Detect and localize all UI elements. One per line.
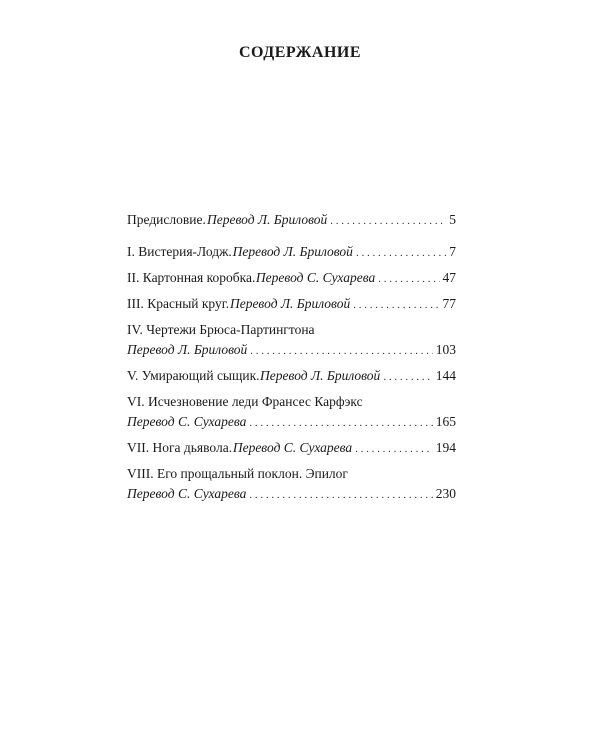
toc-entry-translator: Перевод С. Сухарева — [127, 486, 247, 501]
toc-entry-translator: Перевод Л. Бриловой — [206, 212, 328, 227]
dot-leader — [250, 341, 432, 361]
dot-leader — [356, 243, 446, 263]
toc-entry-title: II. Картонная коробка. — [127, 270, 256, 285]
toc-line — [127, 484, 456, 504]
toc-entry-7[interactable] — [127, 438, 456, 458]
toc-line — [127, 268, 456, 288]
toc-entry-page: 144 — [435, 368, 456, 383]
toc-entry-page: 7 — [449, 244, 456, 259]
toc-entry-5[interactable] — [127, 366, 456, 386]
toc-entry-title: VI. Исчезновение леди Франсес Карфэкс — [127, 394, 363, 409]
toc-line — [127, 366, 456, 386]
toc-line — [127, 438, 456, 458]
toc-line — [127, 242, 456, 262]
dot-leader — [378, 269, 439, 289]
page-title: СОДЕРЖАНИЕ — [238, 44, 362, 61]
toc-entry-title: V. Умирающий сыщик. — [127, 368, 260, 383]
table-of-contents — [127, 210, 456, 510]
toc-line — [127, 340, 456, 360]
toc-entry-translator: Перевод Л. Бриловой — [260, 368, 381, 383]
toc-entry-translator: Перевод С. Сухарева — [255, 270, 376, 285]
toc-entry-page: 194 — [435, 440, 456, 455]
toc-entry-8[interactable] — [127, 464, 456, 504]
toc-line — [127, 294, 456, 314]
toc-entry-translator: Перевод Л. Бриловой — [232, 244, 353, 259]
toc-line — [127, 392, 456, 412]
toc-entry-title: I. Вистерия-Лодж. — [127, 244, 232, 259]
toc-entry-translator: Перевод Л. Бриловой — [127, 342, 248, 357]
toc-entry-page: 5 — [449, 212, 456, 227]
dot-leader — [353, 295, 439, 315]
toc-entry-page: 103 — [435, 342, 456, 357]
dot-leader — [355, 439, 433, 459]
toc-entry-page: 47 — [442, 270, 456, 285]
toc-entry-page: 165 — [435, 414, 456, 429]
dot-leader — [383, 367, 432, 387]
toc-line — [127, 210, 456, 230]
toc-entry-translator: Перевод Л. Бриловой — [229, 296, 351, 311]
toc-line — [127, 464, 456, 484]
toc-entry-title: VII. Нога дьявола. — [127, 440, 233, 455]
toc-entry-page: 230 — [435, 486, 456, 501]
toc-entry-translator: Перевод С. Сухарева — [232, 440, 353, 455]
toc-entry-4[interactable] — [127, 320, 456, 360]
toc-entry-translator: Перевод С. Сухарева — [127, 414, 247, 429]
toc-line — [127, 320, 456, 340]
toc-entry-title: IV. Чертежи Брюса-Партингтона — [127, 322, 315, 337]
toc-line — [127, 412, 456, 432]
dot-leader — [249, 485, 432, 505]
toc-entry-page: 77 — [442, 296, 456, 311]
toc-entry-6[interactable] — [127, 392, 456, 432]
toc-entry-preface[interactable] — [127, 210, 456, 230]
dot-leader — [330, 211, 446, 231]
toc-entry-title: Предисловие. — [127, 212, 206, 227]
toc-entry-1[interactable] — [127, 242, 456, 262]
toc-entry-title: VIII. Его прощальный поклон. Эпилог — [127, 466, 348, 481]
toc-entry-3[interactable] — [127, 294, 456, 314]
dot-leader — [249, 413, 432, 433]
toc-entry-2[interactable] — [127, 268, 456, 288]
toc-entry-title: III. Красный круг. — [127, 296, 230, 311]
